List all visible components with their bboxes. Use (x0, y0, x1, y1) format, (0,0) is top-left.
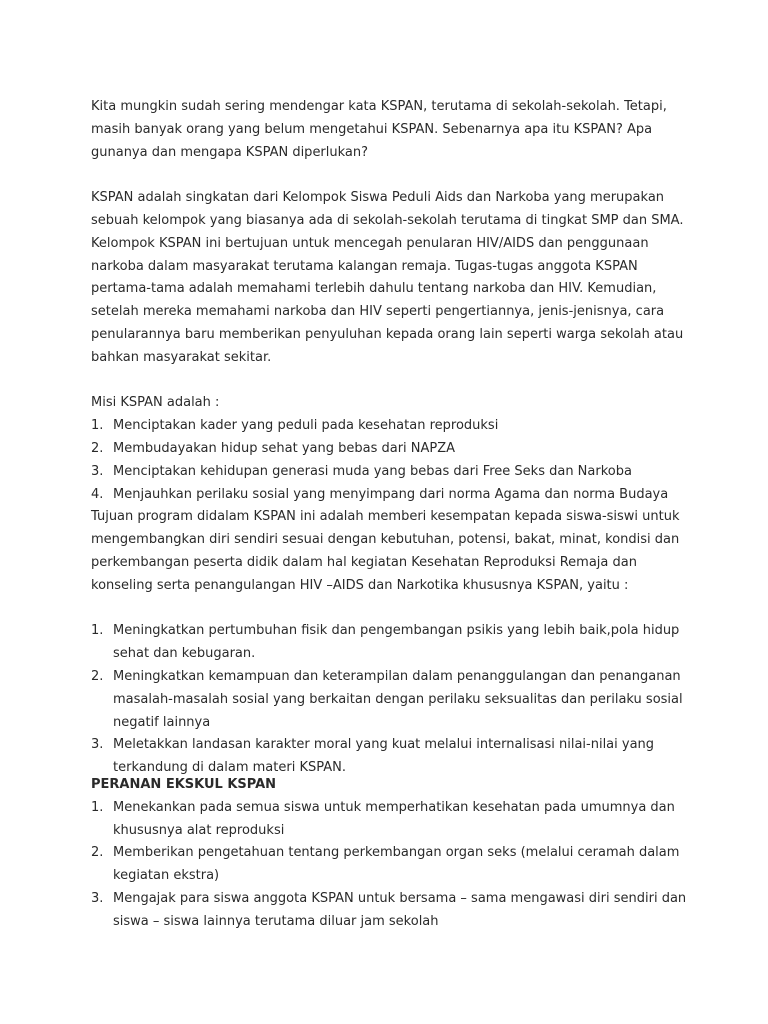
misi-title: Misi KSPAN adalah : (91, 395, 220, 411)
list-item: 3. Mengajak para siswa anggota KSPAN untuk bersama – sama mengawasi diri sendiri dan siswa – siswa lainnya terutama diluar jam sekolah (91, 890, 687, 929)
peranan-heading: PERANAN EKSKUL KSPAN (91, 776, 277, 792)
spacer (91, 370, 691, 393)
list-item: 2. Memberikan pengetahuan tentang perkembangan organ seks (melalui ceramah dalam kegiatan ekstra) (91, 845, 680, 884)
document-body (91, 96, 691, 933)
list-item: 4. Menjauhkan perilaku sosial yang menyimpang dari norma Agama dan norma Budaya (91, 486, 669, 502)
list-item: 1. Menekankan pada semua siswa untuk memperhatikan kesehatan pada umumnya dan khususnya alat reproduksi (91, 799, 675, 838)
tujuan-paragraph: Tujuan program didalam KSPAN ini adalah memberi kesempatan kepada siswa-siswi untuk mengembangkan diri sendiri sesuai dengan kebutuhan, potensi, bakat, minat, kondisi dan perkembangan peserta didik dalam hal kegiatan Kesehatan Reproduksi Remaja dan konseling serta penangulangan HIV –AIDS dan Narkotika khususnya KSPAN, yaitu : (91, 509, 680, 593)
tujuan-list (91, 620, 691, 780)
spacer (91, 164, 691, 187)
peranan-list (91, 797, 691, 934)
spacer (91, 598, 691, 621)
definition-paragraph: KSPAN adalah singkatan dari Kelompok Siswa Peduli Aids dan Narkoba yang merupakan sebuah kelompok yang biasanya ada di sekolah-sekolah terutama di tingkat SMP dan SMA. Kelompok KSPAN ini bertujuan untuk mencegah penularan HIV/AIDS dan penggunaan narkoba dalam masyarakat terutama kalangan remaja. Tugas-tugas anggota KSPAN pertama-tama adalah memahami terlebih dahulu tentang narkoba dan HIV. Kemudian, setelah mereka memahami narkoba dan HIV seperti pengertiannya, jenis-jenisnya, cara penularannya baru memberikan penyuluhan kepada orang lain seperti warga sekolah atau bahkan masyarakat sekitar. (91, 190, 684, 365)
intro-paragraph: Kita mungkin sudah sering mendengar kata KSPAN, terutama di sekolah-sekolah. Tetapi, masih banyak orang yang belum mengetahui KSPAN. Sebenarnya apa itu KSPAN? Apa gunanya dan mengapa KSPAN diperlukan? (91, 99, 667, 160)
misi-list (91, 415, 691, 506)
list-item: 3. Meletakkan landasan karakter moral yang kuat melalui internalisasi nilai-nilai yang terkandung di dalam materi KSPAN. (91, 737, 655, 776)
list-item: 3. Menciptakan kehidupan generasi muda yang bebas dari Free Seks dan Narkoba (91, 463, 632, 479)
list-item: 2. Meningkatkan kemampuan dan keterampilan dalam penanggulangan dan penanganan masalah-masalah sosial yang berkaitan dengan perilaku seksualitas dan perilaku sosial negatif lainnya (91, 668, 683, 730)
list-item: 1. Menciptakan kader yang peduli pada kesehatan reproduksi (91, 418, 499, 434)
list-item: 2. Membudayakan hidup sehat yang bebas dari NAPZA (91, 440, 456, 456)
list-item: 1. Meningkatkan pertumbuhan fisik dan pengembangan psikis yang lebih baik,pola hidup sehat dan kebugaran. (91, 623, 680, 662)
